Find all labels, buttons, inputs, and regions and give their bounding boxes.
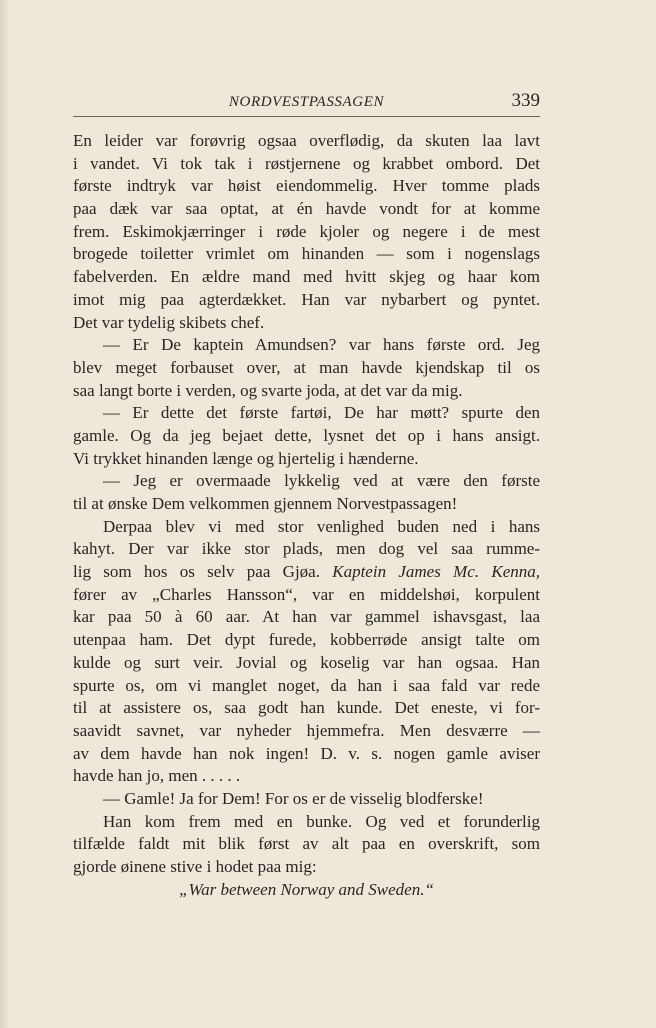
page-edge [0, 0, 10, 1028]
text-line: — Er De kaptein Amundsen? var hans første ord. Jeg [103, 335, 540, 355]
text-line: En leider var forøvrig ogsaa overflødig, da skuten laa lavt [73, 131, 540, 150]
text-line: gjorde øinene stive i hodet paa mig: [73, 857, 317, 876]
text-line: kahyt. Der var ikke stor plads, men dog vel saa rumme- [73, 539, 540, 559]
text-line: brogede toiletter vrimlet om hinanden — som i nogenslags [73, 244, 540, 264]
text-line: kar paa 50 à 60 aar. At han var gammel ishavsgast, laa [73, 607, 540, 627]
text-line: til at assistere os, saa godt han kunde. Det eneste, vi for- [73, 698, 540, 718]
page-number: 339 [511, 90, 540, 111]
text-line: fabelverden. En ældre mand med hvitt skjeg og haar kom [73, 267, 540, 287]
text-line: Derpaa blev vi med stor venlighed buden ned i hans [103, 516, 540, 536]
text-line: gamle. Og da jeg bejaet dette, lysnet det op i hans ansigt. [73, 425, 540, 445]
text-line: frem. Eskimokjærringer i røde kjoler og negere i de mest [73, 221, 540, 241]
text-line: fører av „Charles Hansson“, var en middelshøi, korpulent [73, 584, 540, 604]
text-line: saavidt savnet, var nyheder hjemmefra. Men desværre — [73, 720, 540, 740]
text-line: — Jeg er overmaade lykkelig ved at være den første [103, 471, 540, 491]
text-line: blev meget forbauset over, at man havde kjendskap til os [73, 357, 540, 377]
text-line: Vi trykket hinanden længe og hjertelig i hænderne. [73, 448, 419, 468]
running-title: NORDVESTPASSAGEN [228, 94, 385, 110]
text-line: tilfælde faldt mit blik først av alt paa en overskrift, som [73, 834, 540, 854]
italic-name: Kaptein James Mc. Kenna, [332, 562, 540, 582]
text-line: saa langt borte i verden, og svarte joda, at det var da mig. [73, 380, 463, 400]
text-run: lig som hos os selv paa Gjøa. [73, 562, 320, 582]
text-line: — Gamle! Ja for Dem! For os er de visselig blodferske! [103, 788, 484, 808]
text-line: Han kom frem med en bunke. Og ved et forunderlig [103, 811, 540, 831]
text-line: utenpaa ham. Det dypt furede, kobberrøde ansigt talte om [73, 630, 540, 650]
body-text [73, 130, 540, 901]
text-line: til at ønske Dem velkommen gjennem Norvestpassagen! [73, 494, 458, 513]
running-header [73, 92, 540, 117]
quoted-headline: „War between Norway and Sweden.“ [179, 879, 434, 899]
text-line: — Er dette det første fartøi, De har møtt? spurte den [103, 403, 540, 423]
text-line: av dem havde han nok ingen! D. v. s. nogen gamle aviser [73, 743, 540, 763]
text-line: i vandet. Vi tok tak i røstjernene og krabbet ombord. Det [73, 153, 540, 173]
text-line: spurte os, om vi manglet noget, da han i saa fald var rede [73, 675, 540, 695]
text-line: Det var tydelig skibets chef. [73, 312, 265, 332]
text-line: paa dæk var saa optat, at én havde vondt for at komme [73, 199, 540, 219]
text-line: første indtryk var høist eiendommelig. Hver tomme plads [73, 176, 540, 196]
text-line [73, 561, 540, 584]
text-line: kulde og surt veir. Jovial og koselig var han ogsaa. Han [73, 652, 540, 672]
text-line: havde han jo, men . . . . . [73, 766, 241, 786]
text-line: imot mig paa agterdækket. Han var nybarbert og pyntet. [73, 289, 540, 309]
